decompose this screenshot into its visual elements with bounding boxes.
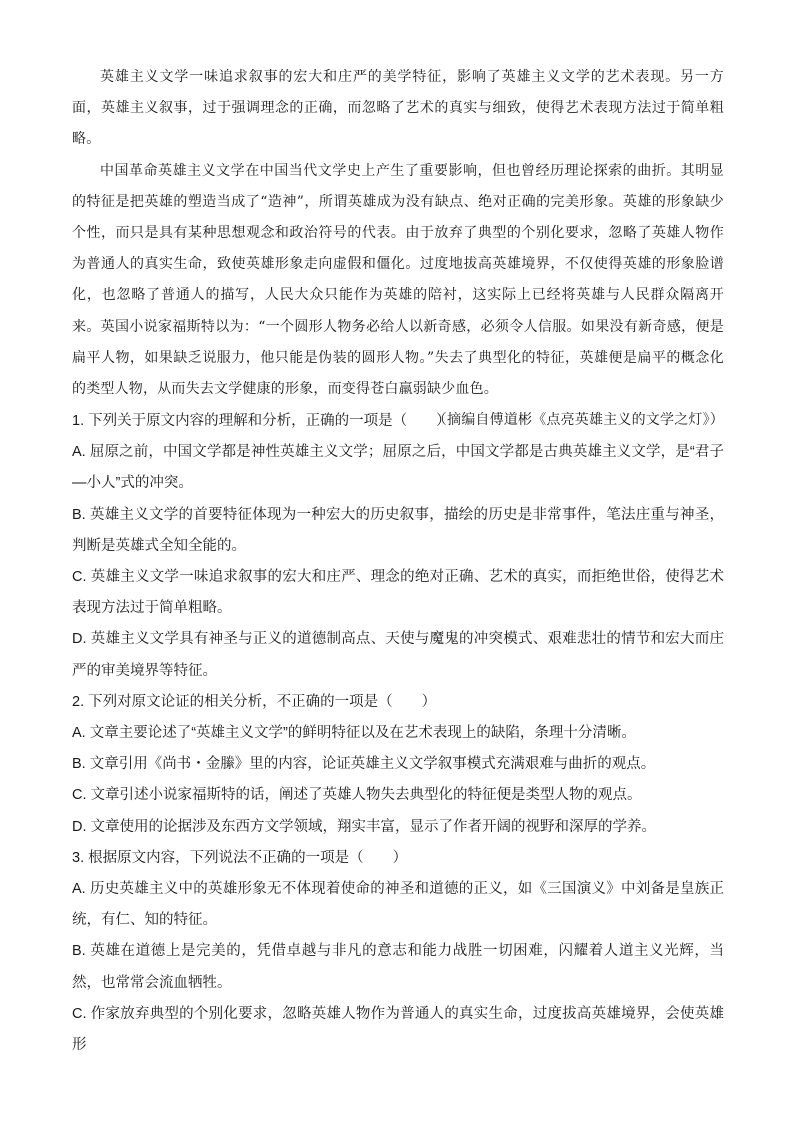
answer-option: A. 文章主要论述了“英雄主义文学”的鲜明特征以及在艺术表现上的缺陷，条理十分清晰。 <box>72 725 636 742</box>
question-stem: 3. 根据原文内容，下列说法不正确的一项是（ ） <box>72 849 408 866</box>
answer-option: D. 文章使用的论据涉及东西方文学领域，翔实丰富，显示了作者开阔的视野和深厚的学养。 <box>72 818 657 835</box>
answer-option: A. 屈原之前，中国文学都是神性英雄主义文学；屈原之后，中国文学都是古典英雄主义文学，是“君子—小人”式的冲突。 <box>72 444 724 492</box>
question-list <box>72 406 724 1061</box>
question-item <box>72 406 724 687</box>
answer-option: B. 英雄主义文学的首要特征体现为一种宏大的历史叙事，描绘的历史是非常事件，笔法庄重与神圣，判断是英雄式全知全能的。 <box>72 506 724 554</box>
answer-option: C. 文章引述小说家福斯特的话，阐述了英雄人物失去典型化的特征便是类型人物的观点。 <box>72 787 642 804</box>
passage-source: （摘编自傅道彬《点亮英雄主义的文学之灯》） <box>432 412 724 429</box>
answer-option: C. 英雄主义文学一味追求叙事的宏大和庄严、理念的绝对正确、艺术的真实，而拒绝世俗，使得艺术表现方法过于简单粗略。 <box>72 569 724 617</box>
question-stem: 1. 下列关于原文内容的理解和分析，正确的一项是（ ） <box>72 413 451 429</box>
answer-option: A. 历史英雄主义中的英雄形象无不体现着使命的神圣和道德的正义，如《三国演义》中刘备是皇族正统，有仁、知的特征。 <box>72 881 724 929</box>
answer-option: B. 文章引用《尚书・金縢》里的内容，论证英雄主义文学叙事模式充满艰难与曲折的观点。 <box>72 756 656 773</box>
question-item <box>72 687 724 843</box>
passage-paragraph: 英雄主义文学一味追求叙事的宏大和庄严的美学特征，影响了英雄主义文学的艺术表现。另一方面，英雄主义叙事，过于强调理念的正确，而忽略了艺术的真实与细致，使得艺术表现方法过于简单粗略。 <box>72 69 724 148</box>
answer-option: B. 英雄在道德上是完美的，凭借卓越与非凡的意志和能力战胜一切困难，闪耀着人道主义光辉，当然，也常常会流血牺牲。 <box>72 943 724 991</box>
question-stem: 2. 下列对原文论证的相关分析，不正确的一项是（ ） <box>72 693 437 710</box>
reading-passage <box>72 62 724 436</box>
question-item <box>72 843 724 1061</box>
answer-option: C. 作家放弃典型的个别化要求，忽略英雄人物作为普通人的真实生命，过度拔高英雄境界，会使英雄形 <box>72 1005 724 1054</box>
answer-option: D. 英雄主义文学具有神圣与正义的道德制高点、天使与魔鬼的冲突模式、艰难悲壮的情节和宏大而庄严的审美境界等特征。 <box>72 631 724 679</box>
passage-paragraph: 中国革命英雄主义文学在中国当代文学史上产生了重要影响，但也曾经历理论探索的曲折。其明显的特征是把英雄的塑造当成了“造神”，所谓英雄成为没有缺点、绝对正确的完美形象。英雄的形象缺少个性，而只是具有某种思想观念和政治符号的代表。由于放弃了典型的个别化要求，忽略了英雄人物作为普通人的真实生命，致使英雄形象走向虚假和僵化。过度地拔高英雄境界，不仅使得英雄的形象脸谱化，也忽略了普通人的描写，人民大众只能作为英雄的陪衬，这实际上已经将英雄与人民群众隔离开来。英国小说家福斯特以为：“一个圆形人物务必给人以新奇感，必须令人信服。如果没有新奇感，便是扁平人物，如果缺乏说服力，他只能是伪装的圆形人物。”失去了典型化的特征，英雄便是扁平的概念化的类型人物，从而失去文学健康的形象，而变得苍白羸弱缺少血色。 <box>72 162 724 398</box>
